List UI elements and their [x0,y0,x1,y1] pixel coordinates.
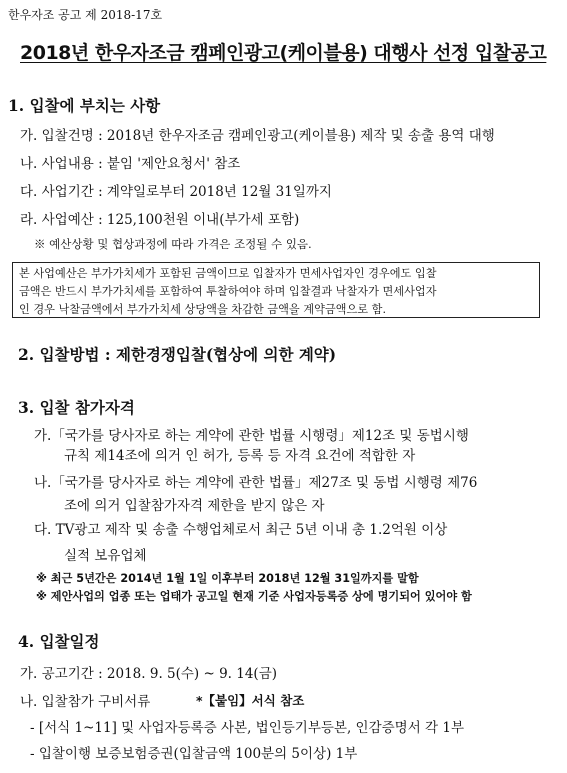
item-contract-name: 가. 입찰건명 : 2018년 한우자조금 캠페인광고(케이블용) 제작 및 송출 용역 대행 [20,128,495,144]
item-business-budget: 라. 사업예산 : 125,100천원 이내(부가세 포함) [20,212,300,228]
required-docs-label: 나. 입찰참가 구비서류 [20,694,151,710]
qualification-line: 다. TV광고 제작 및 송출 수행업체로서 최근 5년 이내 총 1.2억원 이상 [34,522,448,538]
qualification-line: 나.「국가를 당사자로 하는 계약에 관한 법률」제27조 및 동법 시행령 제76 [34,475,478,491]
item-business-period: 다. 사업기간 : 계약일로부터 2018년 12월 31일까지 [20,184,332,200]
qualification-line: 가.「국가를 당사자로 하는 계약에 관한 법률 시행령」제12조 및 동법시행 [34,428,469,444]
page-title: 2018년 한우자조금 캠페인광고(케이블용) 대행사 선정 입찰공고 [20,42,547,64]
section-3-heading: 3. 입찰 참가자격 [18,398,135,417]
qualification-note: ※ 최근 5년간은 2014년 1월 1일 이후부터 2018년 12월 31일까지를 말함 [36,572,419,585]
qualification-line: 규칙 제14조에 의거 인 허가, 등록 등 자격 요건에 적합한 자 [64,448,416,464]
qualification-note: ※ 제안사업의 업종 또는 업태가 공고일 현재 기준 사업자등록증 상에 명기되어 있어야 함 [36,590,472,603]
required-doc-item: - [서식 1~11] 및 사업자등록증 사본, 법인등기부등본, 인감증명서 각 1부 [30,720,464,736]
required-docs-ref: *【붙임】서식 참조 [196,693,305,708]
box-line: 인 경우 낙찰금액에서 부가가치세 상당액을 차감한 금액을 계약금액으로 함. [19,303,387,316]
section-2-heading: 2. 입찰방법 : 제한경쟁입찰(협상에 의한 계약) [18,345,337,364]
notice-number: 한우자조 공고 제 2018-17호 [8,8,163,22]
required-doc-item: - 입찰이행 보증보험증권(입찰금액 100분의 5이상) 1부 [30,746,358,762]
qualification-line: 실적 보유업체 [64,548,147,564]
item-business-content: 나. 사업내용 : 붙임 '제안요청서' 참조 [20,156,241,172]
section-4-heading: 4. 입찰일정 [18,632,100,651]
budget-note: ※ 예산상황 및 협상과정에 따라 가격은 조정될 수 있음. [34,237,312,251]
section-1-heading: 1. 입찰에 부치는 사항 [8,96,161,115]
box-line: 본 사업예산은 부가가치세가 포함된 금액이므로 입찰자가 면세사업자인 경우에도 입찰 [19,267,437,280]
box-line: 금액은 반드시 부가가치세를 포함하여 투찰하여야 하며 입찰결과 낙찰자가 면세사업자 [19,285,437,298]
budget-notice-box [12,262,540,318]
announcement-period: 가. 공고기간 : 2018. 9. 5(수) ~ 9. 14(금) [20,666,278,682]
qualification-line: 조에 의거 입찰참가자격 제한을 받지 않은 자 [64,498,325,514]
